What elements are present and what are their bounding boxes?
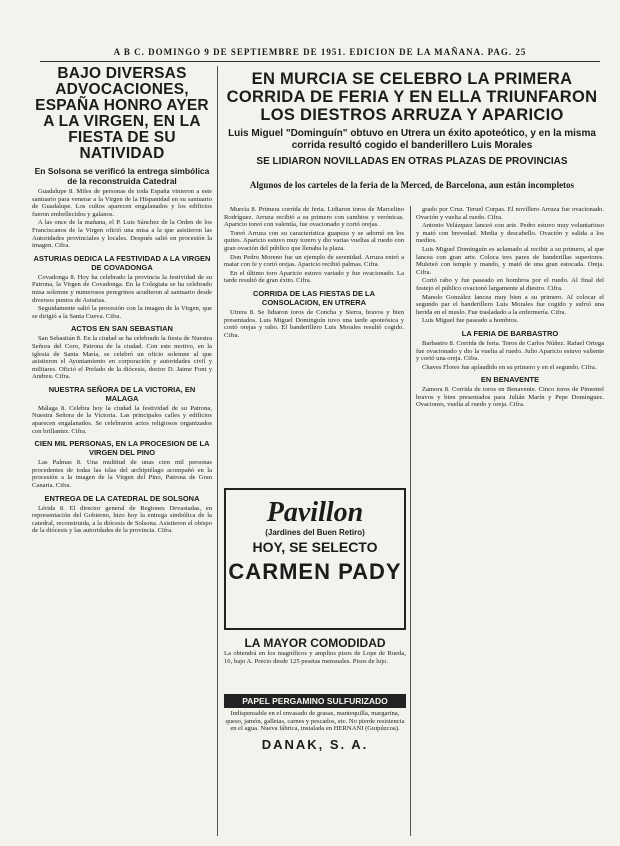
- section-heading: CIEN MIL PERSONAS, EN LA PROCESION DE LA VIRGEN DEL PINO: [34, 439, 210, 458]
- intro-text: Algunos de los carteles de la feria de la Merced, de Barcelona, aun están incompletos: [249, 180, 575, 190]
- advert-pavillon: [224, 488, 406, 630]
- column-middle: [224, 206, 404, 484]
- paragraph: Manolo González lancea muy bien a su primero. Al colocar el segundo par el banderillero Luis Morales fue cogido y sufrió una herida en el muslo. Fue trasladado a la enfermería. Cifra.: [416, 293, 604, 316]
- paragraph: Covadonga 8. Hoy ha celebrado la provincia la festividad de su Patrona, la Virgen de Covadonga. En la Colegiata se ha celebrado misa solemne y numerosos peregrinos acudieron al santuario desde diversos puntos de Asturias.: [32, 273, 212, 304]
- left-headline: BAJO DIVERSAS ADVOCACIONES, ESPAÑA HONRO AYER A LA VIRGEN, EN LA FIESTA DE SU NATIVIDAD: [35, 66, 209, 162]
- section-heading: ASTURIAS DEDICA LA FESTIVIDAD A LA VIRGEN DE COVADONGA: [33, 253, 211, 272]
- paragraph: A las once de la mañana, el P. Luis Sánchez de la Orden de los Franciscanos de la Virgen ofició una misa a la que asistieron las Autoridades provinciales y locales. Después salió en procesión la imagen. Cifra.: [32, 219, 212, 250]
- section-heading: NUESTRA SEÑORA DE LA VICTORIA, EN MALAGA: [48, 384, 196, 403]
- advert-body: La obtendrá en los magníficos y amplios pisos de Lope de Rueda, 16, bajo A. Precio desde 125 pesetas mensuales. Pisos de lujo.: [224, 650, 406, 665]
- running-head-text: A B C. DOMINGO 9 DE SEPTIEMBRE DE 1951. EDICION DE LA MAÑANA. PAG. 25: [113, 47, 527, 57]
- paragraph: Don Pedro Moreno fue un ejemplo de serenidad. Arruza entró a matar con fe y cortó orejas. Aparicio recibió palmas. Cifra.: [224, 253, 404, 269]
- paragraph: Lérida 8. El director general de Regiones Devastadas, en representación del Gobierno, hizo hoy la entrega simbólica de la catedral, reconstruida, a la diócesis de Solsona. Asistieron el obispo de la diócesis y las autoridades de la provincia. Cifra.: [32, 504, 212, 535]
- advert-line: HOY, SE SELECTO: [252, 539, 378, 555]
- section-heading: ENTREGA DE LA CATEDRAL DE SOLSONA: [44, 493, 200, 503]
- paragraph: Utrera 8. Se lidiaron toros de Concha y Sierra, bravos y bien presentados. Luis Miguel Dominguín tuvo una tarde apoteósica y cortó orejas y rabo. El banderillero Luis Morales resultó cogido. Cifra.: [224, 308, 404, 339]
- running-head: [40, 47, 600, 62]
- paragraph: Guadalupe 8. Miles de personas de toda España vinieron a este santuario para venerar a la Virgen de la Hispanidad en su santuario de Guadalupe. Los cultos aparecen engalanados y los edificios fueron embellecidos y galanos.: [32, 188, 212, 218]
- paragraph: San Sebastián 8. En la ciudad se ha celebrado la fiesta de Nuestra Señora del Coro, Patrona de la ciudad. Con este motivo, en la iglesia de Santa María, se celebró un oficio solemne al que asistieron el Ayuntamiento en corporación y autoridades civil y militares. Ofició el Prelado de la diócesis, doctor D. Jaime Font y Andreu. Cifra.: [32, 335, 212, 381]
- paragraph: En el último toro Aparicio estuvo variado y fue ovacionado. La tarde resultó de gran éxito. Cifra.: [224, 269, 404, 285]
- paragraph: Seguidamente salió la procesión con la imagen de la Virgen, que se dirigió a la Santa Cueva. Cifra.: [32, 305, 212, 320]
- paragraph: Barbastro 8. Corrida de feria. Toros de Carlos Núñez. Rafael Ortega fue ovacionado y dio la vuelta al ruedo. Julio Aparicio estuvo valiente y cortó una oreja. Cifra.: [416, 339, 604, 363]
- paragraph: Murcia 8. Primera corrida de feria. Lidiaron toros de Marcelino Rodríguez. Arruza recibió a su primero con cambios y verónicas. Aparicio toreó con valentía, fue ovacionado y cortó orejas.: [224, 206, 404, 229]
- advert-brand: DANAK, S. A.: [261, 736, 369, 752]
- column-left: [32, 66, 212, 836]
- section-heading: LA FERIA DE BARBASTRO: [461, 328, 559, 338]
- advert-papel: [224, 694, 406, 836]
- advert-title: Pavillon: [266, 497, 364, 528]
- paragraph: Chaves Flores fue aplaudido en su primero y en el segundo. Cifra.: [422, 363, 597, 371]
- paragraph: Las Palmas 8. Una multitud de unas cien mil personas procedentes de todas las islas del archipiélago acompañó en la procesión a la imagen de la Virgen del Pino, Patrona de Gran Canaria. Cifra.: [32, 459, 212, 490]
- advert-comodidad: [224, 636, 406, 690]
- advert-title: LA MAYOR COMODIDAD: [244, 636, 386, 650]
- paragraph: Luis Miguel Dominguín es aclamado al recibir a su primero, al que lancea con gran arte. Coloca tres pares de banderillas superiores. Muleteó con temple y mando, y mató de una gran estocada. Oreja. Cifra.: [416, 245, 604, 276]
- column-divider: [217, 66, 218, 836]
- paragraph: Cortó rabo y fue paseado en hombros por el ruedo. Al final del festejo el público ovacionó largamente al diestro. Cifra.: [416, 277, 604, 292]
- paragraph: Antonio Velázquez lanceó con arte. Pedro estuvo muy voluntarioso y mató con brevedad. Media y descabello. Ovación y salida a los medios.: [416, 222, 604, 245]
- section-heading: SE LIDIARON NOVILLADAS EN OTRAS PLAZAS DE PROVINCIAS: [256, 156, 568, 167]
- main-subhead: Luis Miguel "Dominguín" obtuvo en Utrera un éxito apoteótico, y en la misma corrida resultó cogido el banderillero Luis Morales: [228, 128, 596, 151]
- paragraph: Luis Miguel fue paseado a hombros.: [422, 317, 519, 325]
- section-heading: CORRIDA DE LAS FIESTAS DE LA CONSOLACION, EN UTRERA: [252, 288, 376, 307]
- advert-title: PAPEL PERGAMINO SULFURIZADO: [224, 694, 406, 708]
- left-subhead: En Solsona se verificó la entrega simbólica de la reconstruida Catedral: [34, 166, 210, 186]
- advert-body: Indispensable en el envasado de grasas, mantequilla, margarina, queso, jamón, galletas, carnes y pescados, etc. No pierde resistencia en el agua. Nueva fábrica, instalada en HERNANI (Guipúzcoa).: [225, 710, 405, 733]
- advert-star: CARMEN PADY: [228, 559, 402, 584]
- main-headline: EN MURCIA SE CELEBRO LA PRIMERA CORRIDA DE FERIA Y EN ELLA TRIUNFARON LOS DIESTROS ARRUZA Y APARICIO: [226, 70, 598, 124]
- column-divider: [410, 206, 411, 836]
- advert-subtitle: (Jardines del Buen Retiro): [265, 528, 365, 537]
- column-right: [416, 206, 604, 836]
- section-heading: EN BENAVENTE: [480, 375, 540, 385]
- paragraph: Málaga 8. Celebra hoy la ciudad la festividad de su Patrona, Nuestra Señora de la Victoria. Las principales calles y edificios aparecen engalanados. Se celebraron actos religiosos organizados con brillantez. Cifra.: [32, 404, 212, 435]
- paragraph: Zamora 8. Corrida de toros en Benavente. Cinco toros de Pimentel bravos y bien presentados para Julián Marín y Pepe Domínguez. Ovaciones, vuelta al ruedo y oreja. Cifra.: [416, 386, 604, 409]
- section-heading: ACTOS EN SAN SEBASTIAN: [71, 324, 173, 334]
- paragraph: Toreó Arruza con su característica guapeza y se adornó en los quites. Aparicio estuvo muy torero y dio varias vueltas al ruedo con gran ovación del público que llenaba la plaza.: [224, 229, 404, 252]
- paragraph: grado por Cruz. Teruel Corpas. El novillero Arruza fue ovacionado. Ovación y vuelta al ruedo. Cifra.: [416, 206, 604, 221]
